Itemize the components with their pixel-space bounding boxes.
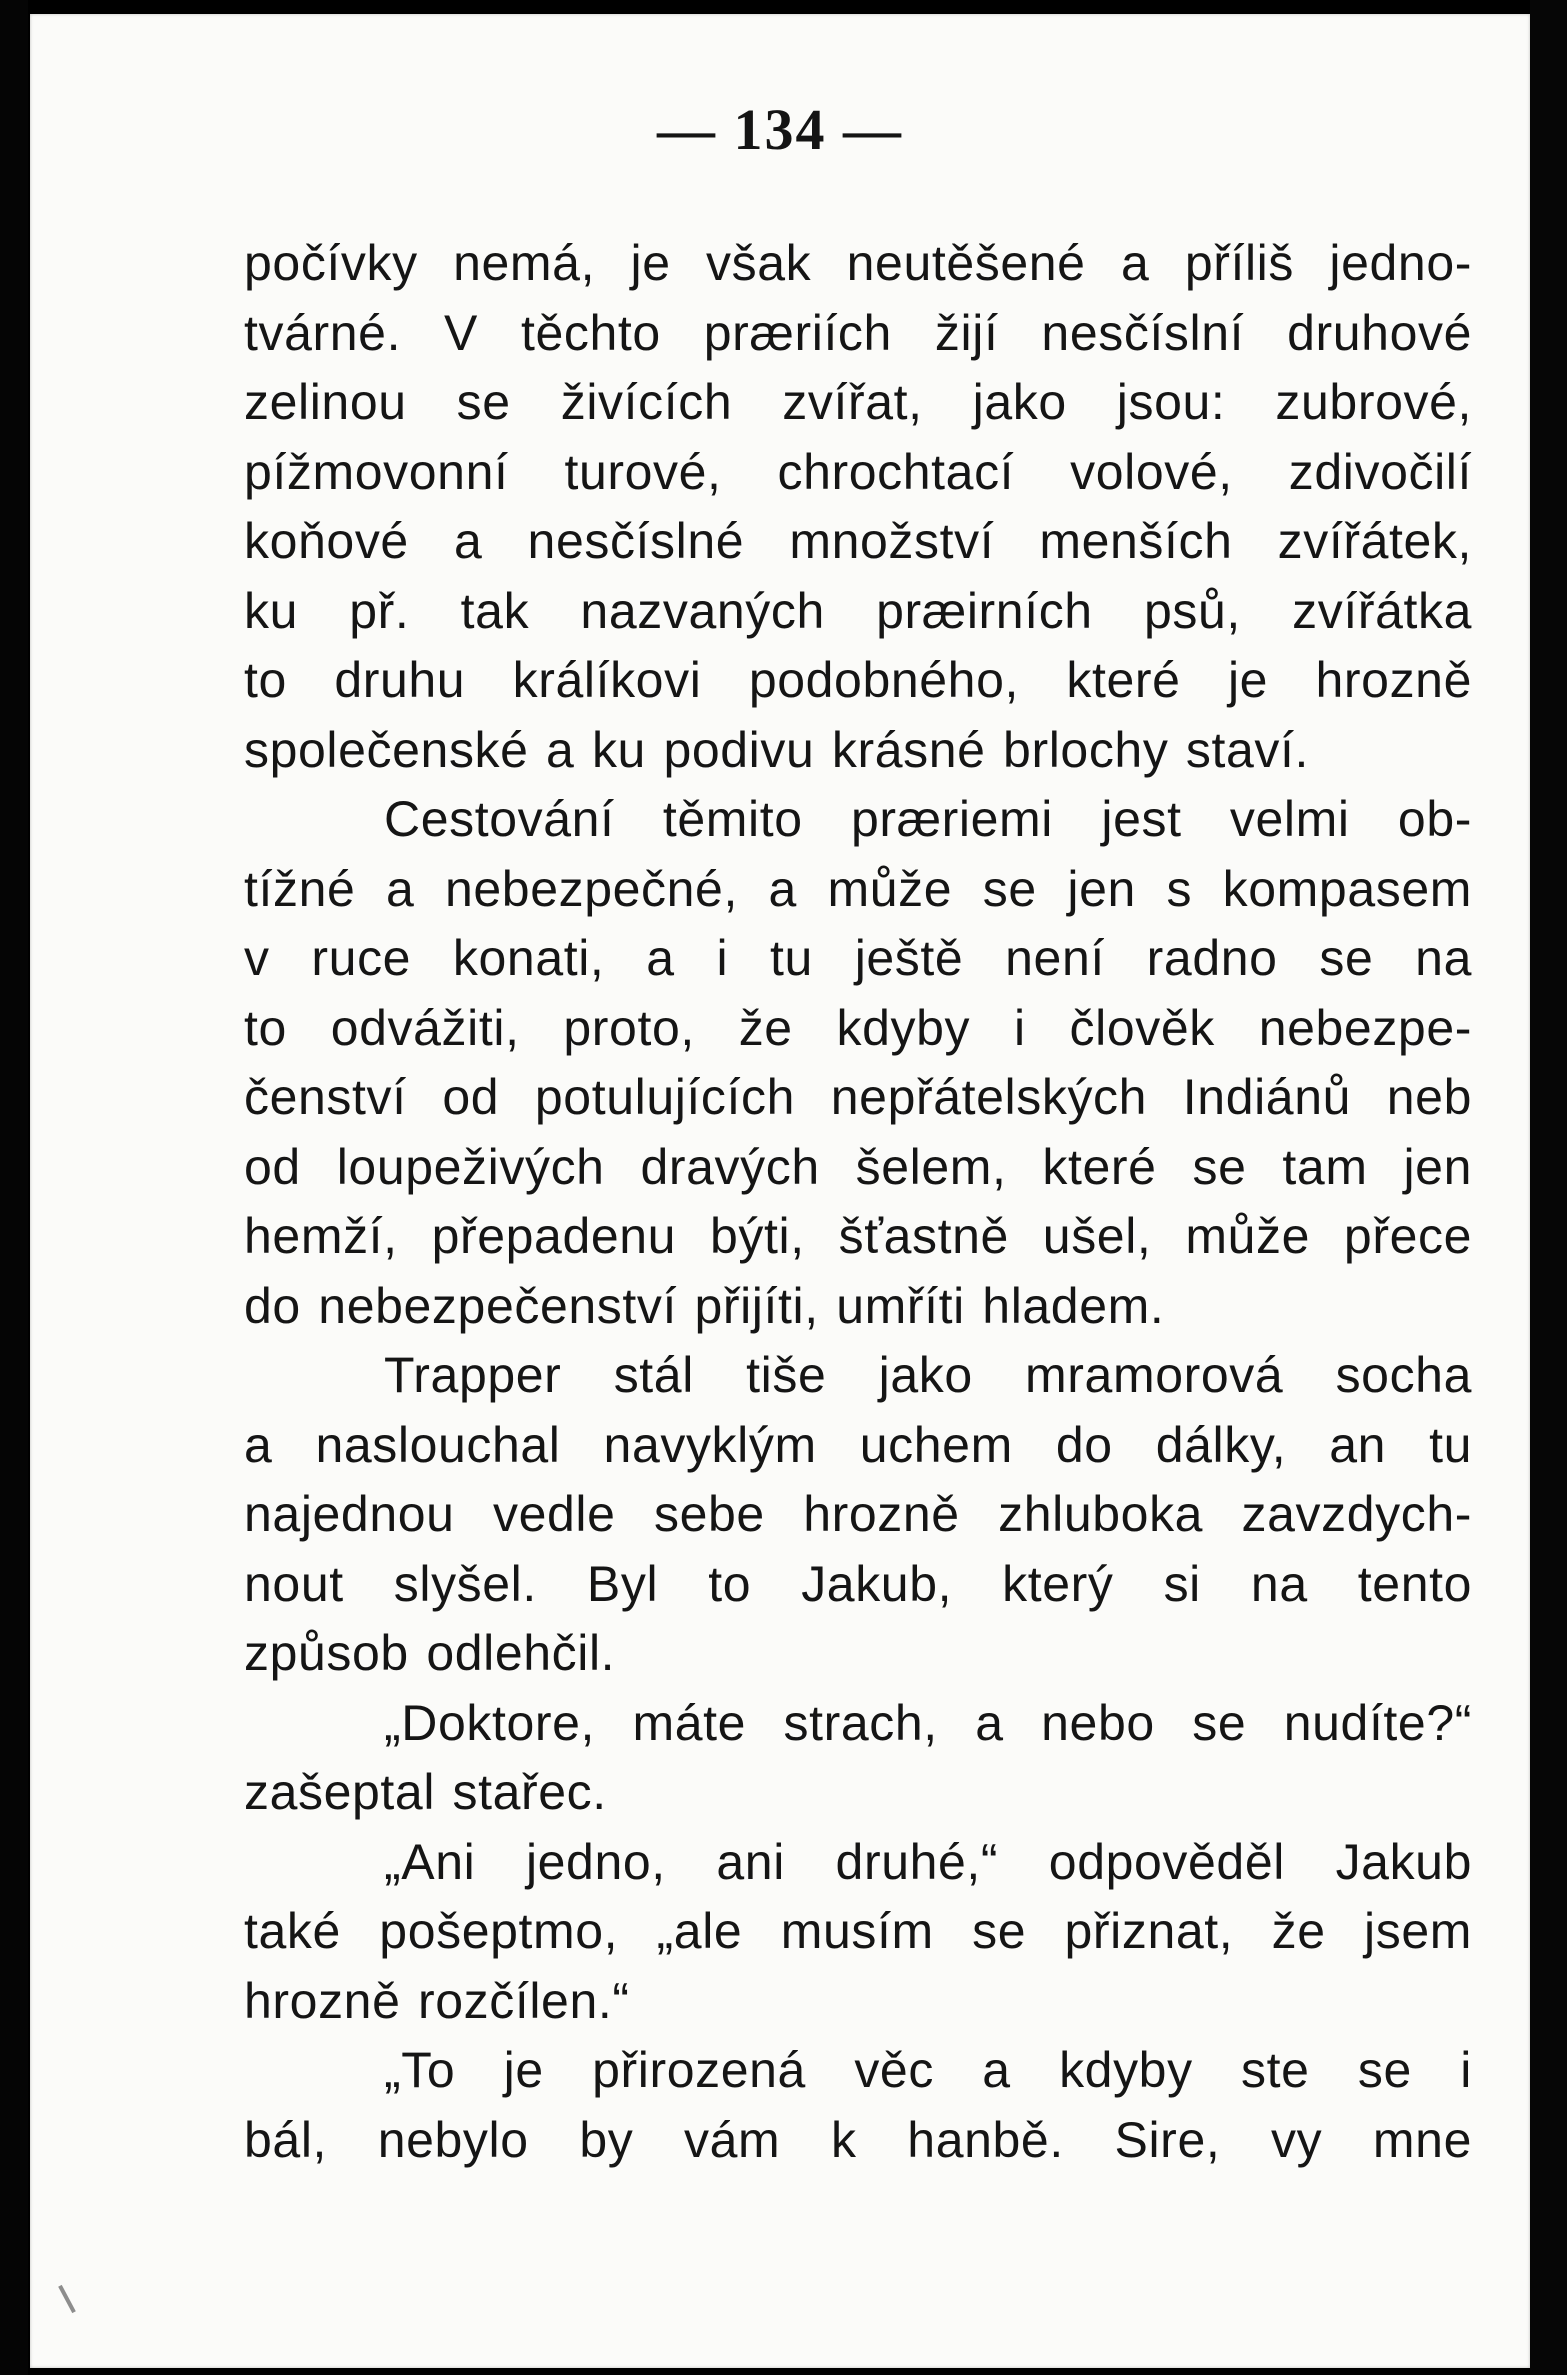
text-line: najednou vedle sebe hrozně zhluboka zavzdych- [244,1486,1472,1542]
ink-mark [58,2285,76,2313]
text-line: to odvážiti, proto, že kdyby i člověk nebezpe- [244,999,1472,1056]
text-line: pížmovonní turové, chrochtací volové, zdivočilí [244,443,1472,500]
text-line: tvárné. V těchto præriích žijí nesčíslní druhové [244,304,1472,361]
text-line: bál, nebylo by vám k hanbě. Sire, vy mne [244,2111,1472,2168]
paragraph-first-line: Cestování těmito præriemi jest velmi ob- [384,791,1472,847]
text-line: společenské a ku podivu krásné brlochy staví. [244,721,1309,778]
text-line: v ruce konati, a i tu ještě není radno se na [244,930,1472,986]
text-line: způsob odlehčil. [244,1625,616,1681]
paragraph-first-line: „Doktore, máte strach, a nebo se nudíte?“ [384,1694,1472,1751]
book-page [30,14,1530,2368]
text-line: ku př. tak nazvaných præirních psů, zvířátka [244,582,1472,639]
text-line: čenství od potulujících nepřátelských Indiánů neb [244,1069,1472,1125]
text-line: tížné a nebezpečné, a může se jen s kompasem [244,860,1472,917]
text-line: zašeptal stařec. [244,1764,607,1820]
text-line: hemží, přepadenu býti, šťastně ušel, může přece [244,1208,1472,1264]
text-line: zelinou se živících zvířat, jako jsou: zubrové, [244,374,1472,430]
scan-border-left [0,0,28,2375]
text-line: od loupeživých dravých šelem, které se tam jen [244,1138,1472,1195]
page-number: — 134 — [657,97,903,162]
paragraph-first-line: „Ani jedno, ani druhé,“ odpověděl Jakub [384,1833,1472,1890]
paragraph-first-line: „To je přirozená věc a kdyby ste se i [384,2042,1472,2098]
text-line: počívky nemá, je však neutěšené a příliš jedno- [244,235,1472,291]
text-line: nout slyšel. Byl to Jakub, který si na tento [244,1555,1472,1612]
text-line: hrozně rozčílen.“ [244,1972,630,2029]
text-line: to druhu králíkovi podobného, které je hrozně [244,652,1472,708]
paragraph-first-line: Trapper stál tiše jako mramorová socha [384,1347,1472,1403]
text-line: do nebezpečenství přijíti, umříti hladem. [244,1277,1165,1334]
text-line: a naslouchal navyklým uchem do dálky, an tu [244,1416,1472,1473]
text-line: koňové a nesčíslné množství menších zvířátek, [244,513,1472,569]
body-text [244,229,1472,2175]
text-line: také pošeptmo, „ale musím se přiznat, že jsem [244,1903,1472,1959]
scan-border-right [1530,0,1567,2375]
